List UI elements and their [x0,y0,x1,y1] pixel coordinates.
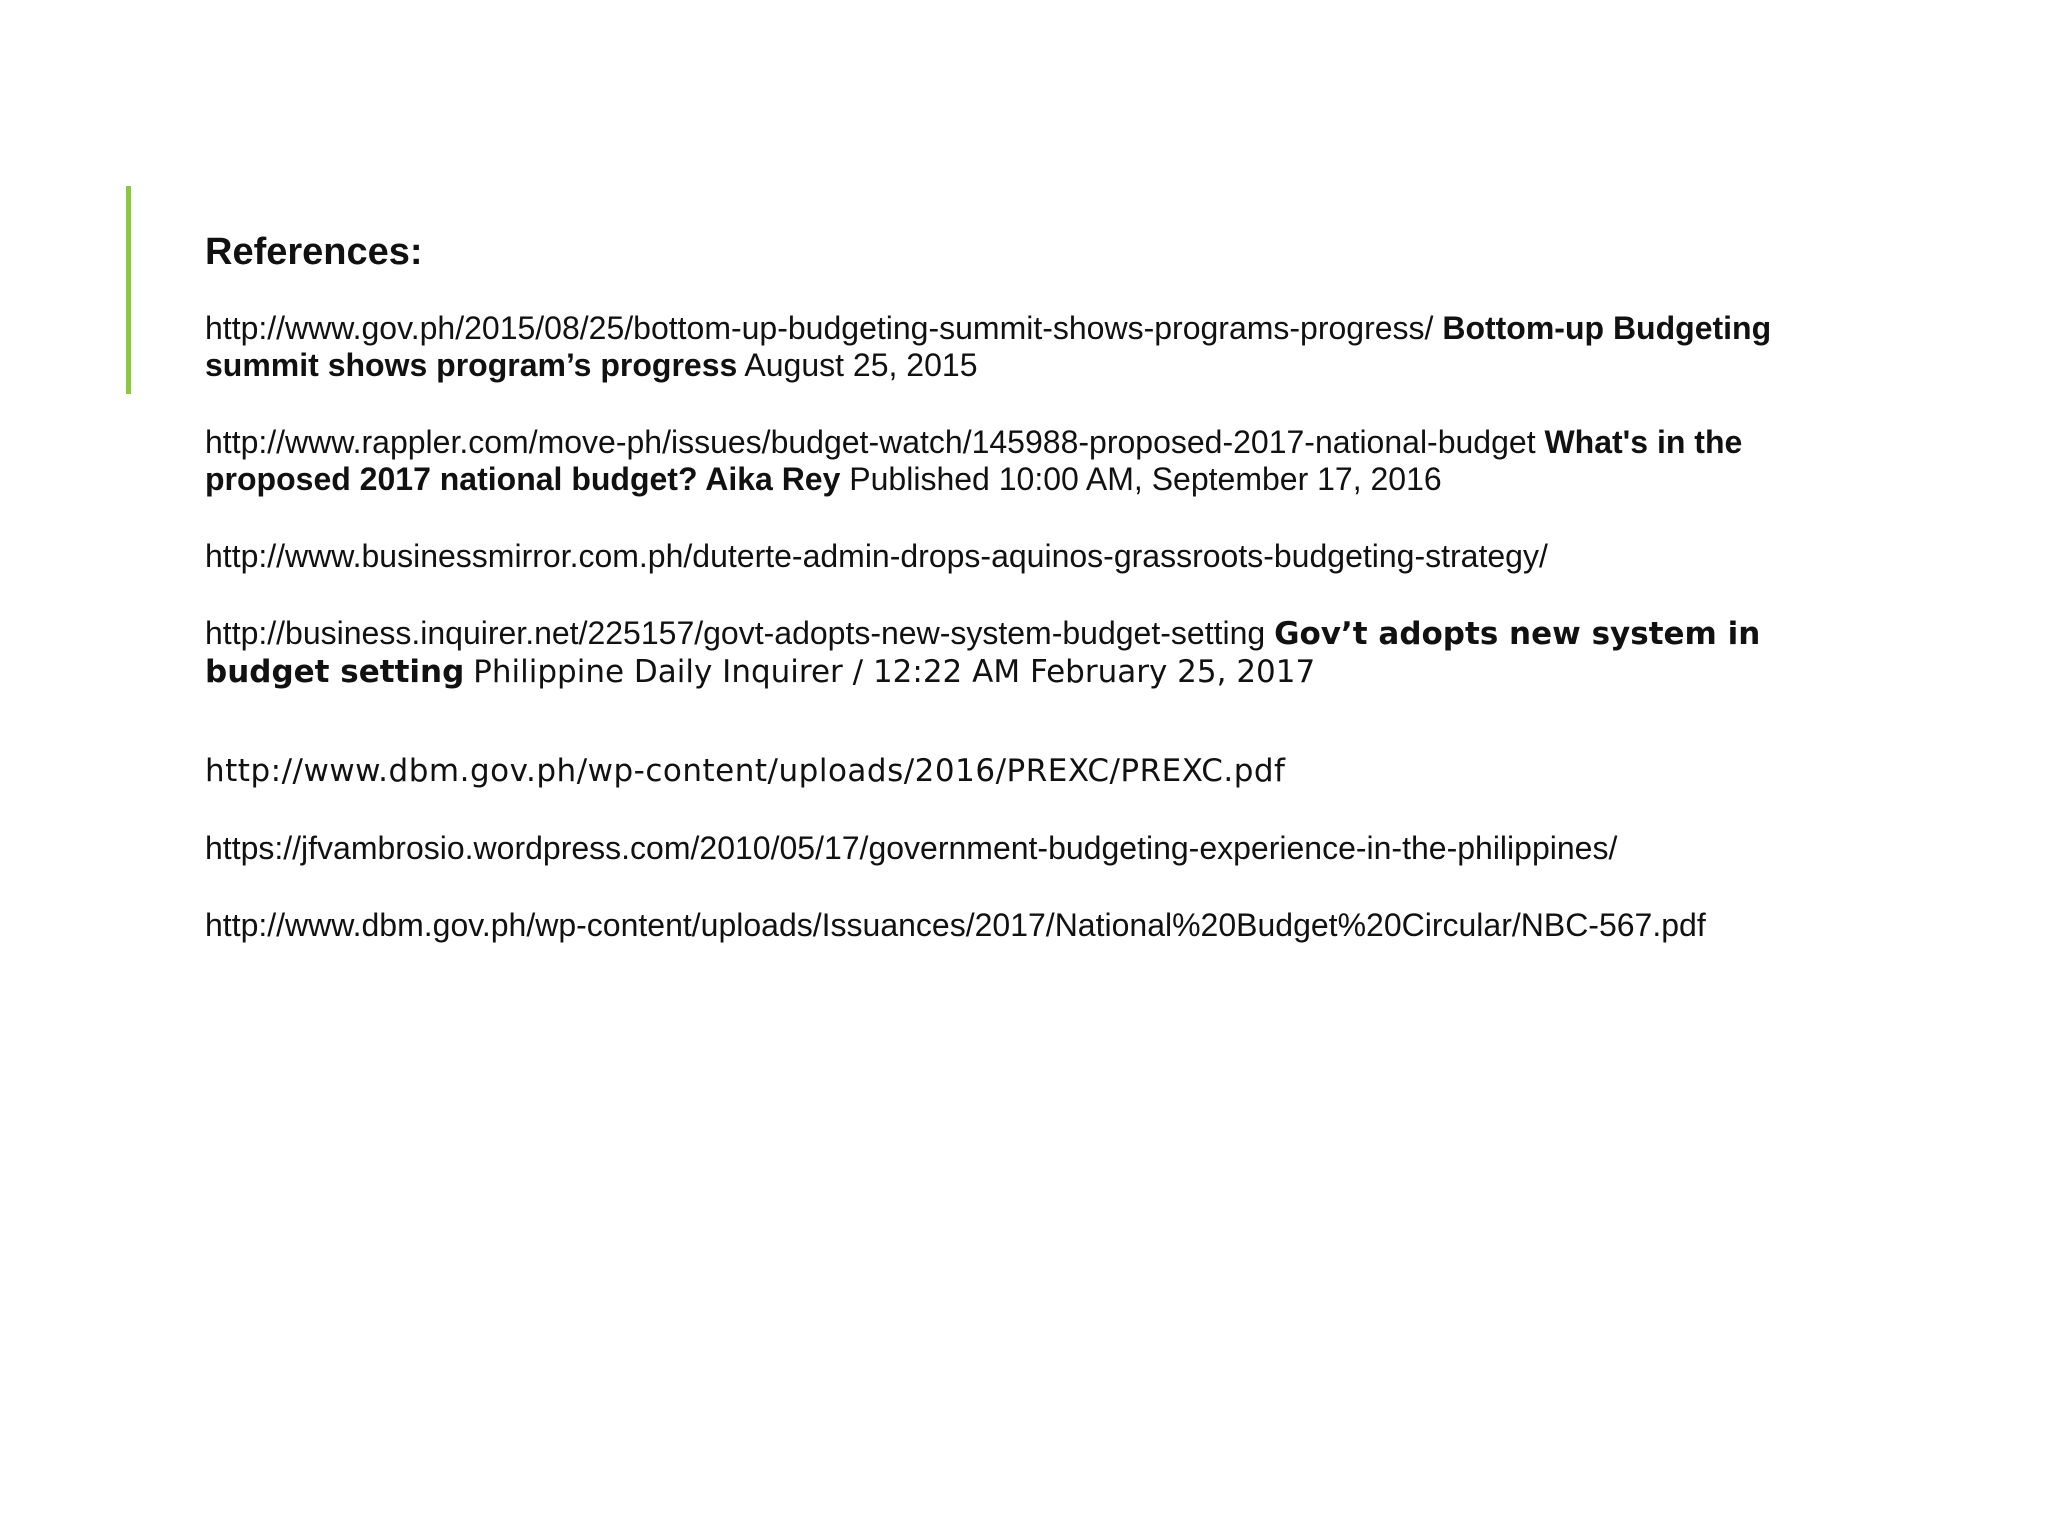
reference-meta: August 25, 2015 [744,347,978,383]
references-content [205,228,1805,984]
reference-item-3 [205,538,1805,575]
reference-url[interactable]: http://business.inquirer.net/225157/govt-adopts-new-system-budget-setting [205,615,1266,651]
reference-item-6 [205,830,1805,867]
reference-item-7 [205,907,1805,944]
reference-url[interactable]: http://www.businessmirror.com.ph/duterte-admin-drops-aquinos-grassroots-budgeting-strategy/ [205,538,1548,574]
reference-item-5 [205,753,1805,790]
reference-item-1 [205,310,1805,384]
reference-meta: Philippine Daily Inquirer / 12:22 AM February 25, 2017 [473,654,1316,690]
reference-item-2 [205,424,1805,498]
reference-url[interactable]: https://jfvambrosio.wordpress.com/2010/05/17/government-budgeting-experience-in-the-philippines/ [205,830,1618,866]
reference-title: What's in the proposed 2017 national budget? Aika Rey [205,424,1743,497]
reference-meta: Published 10:00 AM, September 17, 2016 [849,461,1442,497]
accent-bar [126,186,131,394]
reference-url[interactable]: http://www.gov.ph/2015/08/25/bottom-up-budgeting-summit-shows-programs-progress/ [205,310,1434,346]
reference-url[interactable]: http://www.dbm.gov.ph/wp-content/uploads/Issuances/2017/National%20Budget%20Circular/NBC-567.pdf [205,907,1706,943]
references-heading: References: [205,231,423,273]
reference-title: Gov’t adopts new system in budget setting [205,616,1761,690]
reference-title: Bottom-up Budgeting summit shows program’s progress [205,310,1772,383]
reference-url[interactable]: http://www.rappler.com/move-ph/issues/budget-watch/145988-proposed-2017-national-budget [205,424,1536,460]
reference-url[interactable]: http://www.dbm.gov.ph/wp-content/uploads/2016/PREXC/PREXC.pdf [205,753,1286,789]
reference-item-4 [205,615,1805,691]
